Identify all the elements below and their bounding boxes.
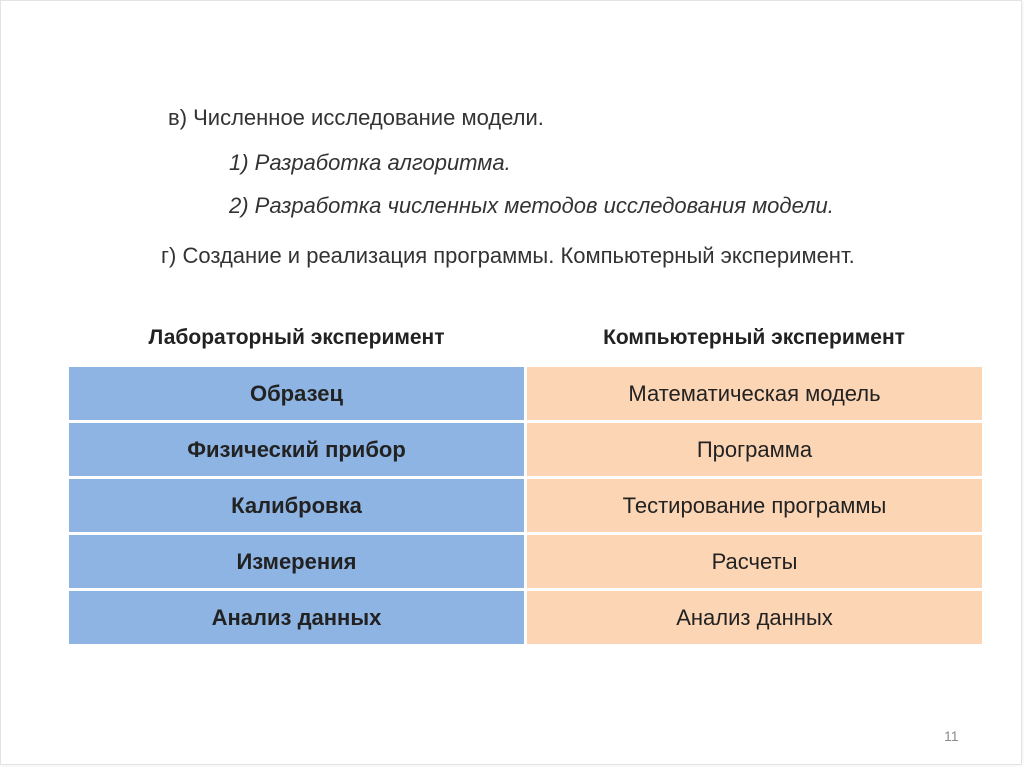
- section-v-heading: в) Численное исследование модели.: [168, 105, 544, 130]
- table-row: [69, 534, 982, 590]
- table-cell-computer: Расчеты: [526, 534, 983, 590]
- table-row: [69, 422, 982, 478]
- table-row: [69, 367, 982, 422]
- section-g-heading: г) Создание и реализация программы. Компьютерный эксперимент.: [161, 243, 855, 268]
- table-cell-lab: Образец: [69, 367, 526, 422]
- sub-item-numeric-methods: 2) Разработка численных методов исследования модели.: [229, 193, 834, 218]
- table-cell-computer: Математическая модель: [526, 367, 983, 422]
- comparison-table: [69, 367, 982, 644]
- page-number: 11: [944, 728, 959, 744]
- table-cell-computer: Программа: [526, 422, 983, 478]
- table-row: [69, 590, 982, 645]
- table-cell-lab: Измерения: [69, 534, 526, 590]
- table-row: [69, 478, 982, 534]
- table-header-computer: Компьютерный эксперимент: [603, 326, 905, 349]
- table-cell-computer: Тестирование программы: [526, 478, 983, 534]
- table-header-lab: Лабораторный эксперимент: [148, 326, 445, 349]
- table-cell-lab: Анализ данных: [69, 590, 526, 645]
- table-cell-lab: Калибровка: [69, 478, 526, 534]
- table-cell-computer: Анализ данных: [526, 590, 983, 645]
- sub-item-algorithm: 1) Разработка алгоритма.: [229, 150, 511, 175]
- table-cell-lab: Физический прибор: [69, 422, 526, 478]
